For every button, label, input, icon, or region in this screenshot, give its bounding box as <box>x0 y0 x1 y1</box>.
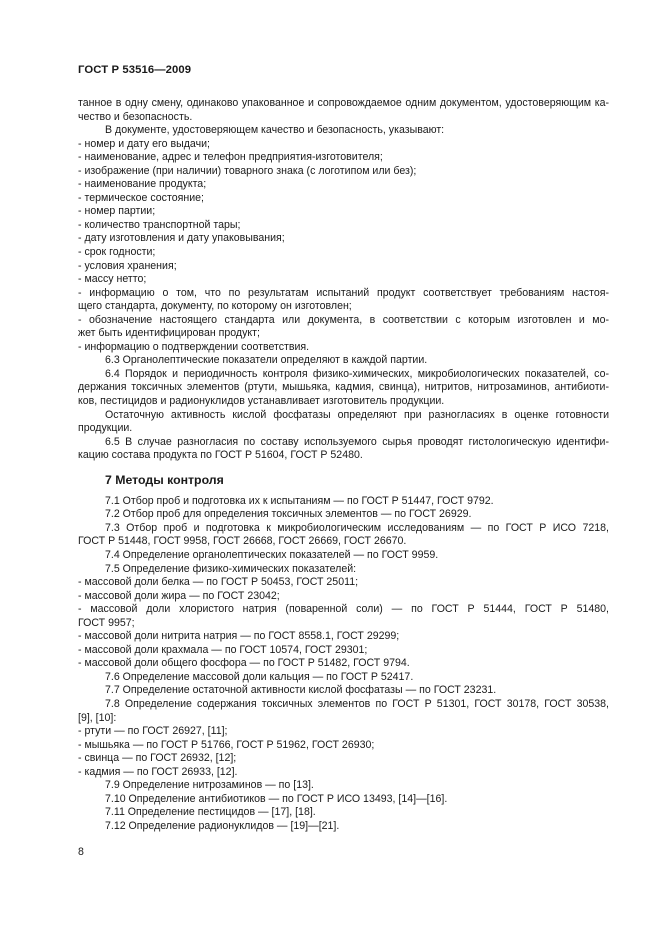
section-7-body <box>78 495 609 834</box>
standard-designation: ГОСТ Р 53516—2009 <box>78 64 192 76</box>
text-line: - количество транспортной тары; <box>78 218 241 231</box>
text-line: - условия хранения; <box>78 259 177 272</box>
text-line: 7.8 Определение содержания токсичных элементов по ГОСТ Р 51301, ГОСТ 30178, ГОСТ 30538, <box>105 697 609 710</box>
text-line: 7.11 Определение пестицидов — [17], [18]. <box>105 806 316 819</box>
text-line: продукции. <box>78 422 133 435</box>
text-line: ков, пестицидов и радионуклидов устанавливает изготовитель продукции. <box>78 395 445 408</box>
text-line: - информацию о подтверждении соответствия. <box>78 340 310 353</box>
text-line: чество и безопасность. <box>78 110 193 123</box>
text-line: - массовой доли жира — по ГОСТ 23042; <box>78 589 280 602</box>
text-line: 7.1 Отбор проб и подготовка их к испытаниям — по ГОСТ Р 51447, ГОСТ 9792. <box>105 494 494 507</box>
text-line: 7.7 Определение остаточной активности кислой фосфатазы — по ГОСТ 23231. <box>105 684 497 697</box>
text-line: 7.4 Определение органолептических показателей — по ГОСТ 9959. <box>105 548 439 561</box>
text-line: 7.9 Определение нитрозаминов — по [13]. <box>105 779 314 792</box>
text-line: - массовой доли хлористого натрия (поваренной соли) — по ГОСТ Р 51444, ГОСТ Р 51480, <box>78 603 609 616</box>
text-line: щего стандарта, документу, по которому он изготовлен; <box>78 300 352 313</box>
text-line: 6.3 Органолептические показатели определяют в каждой партии. <box>105 354 428 367</box>
text-line: [9], [10]: <box>78 711 117 724</box>
section-7-heading: 7 Методы контроля <box>105 472 224 487</box>
text-line: - номер и дату его выдачи; <box>78 137 210 150</box>
text-line: - изображение (при наличии) товарного знака (с логотипом или без); <box>78 164 417 177</box>
text-line: - массу нетто; <box>78 273 147 286</box>
text-line: 6.4 Порядок и периодичность контроля физико-химических, микробиологических показателей, со- <box>105 367 609 380</box>
text-line: 7.2 Отбор проб для определения токсичных элементов — по ГОСТ 26929. <box>105 508 472 521</box>
text-line: - ртути — по ГОСТ 26927, [11]; <box>78 725 228 738</box>
text-line: 7.10 Определение антибиотиков — по ГОСТ Р ИСО 13493, [14]—[16]. <box>105 792 448 805</box>
text-line: Остаточную активность кислой фосфатазы определяют при разногласиях в оценке готовности <box>105 408 609 421</box>
text-line: 7.5 Определение физико-химических показателей: <box>105 562 357 575</box>
text-line: - дату изготовления и дату упаковывания; <box>78 232 285 245</box>
text-line: - мышьяка — по ГОСТ Р 51766, ГОСТ Р 51962, ГОСТ 26930; <box>78 738 375 751</box>
document-body <box>78 97 609 833</box>
text-line: танное в одну смену, одинаково упакованное и сопровождаемое одним документом, удостоверяющим ка- <box>78 97 609 109</box>
text-line: - свинца — по ГОСТ 26932, [12]; <box>78 752 237 765</box>
text-line: кацию состава продукта по ГОСТ Р 51604, ГОСТ Р 52480. <box>78 449 363 462</box>
page-number: 8 <box>78 846 84 858</box>
text-line: - массовой доли крахмала — по ГОСТ 10574, ГОСТ 29301; <box>78 643 368 656</box>
text-line: 6.5 В случае разногласия по составу используемого сырья проводят гистологическую идентифи- <box>105 435 609 448</box>
section-6-continuation <box>78 97 609 463</box>
text-line: 7.12 Определение радионуклидов — [19]—[21]. <box>105 819 340 832</box>
text-line: - массовой доли белка — по ГОСТ Р 50453, ГОСТ 25011; <box>78 576 359 589</box>
text-line: - наименование продукта; <box>78 178 207 191</box>
text-line: - обозначение настоящего стандарта или документа, в соответствии с которым изготовлен и мо- <box>78 313 609 326</box>
text-line: 7.3 Отбор проб и подготовка к микробиологическим исследованиям — по ГОСТ Р ИСО 7218, <box>105 521 609 534</box>
text-line: жет быть идентифицирован продукт; <box>78 327 260 340</box>
text-line: ГОСТ 9957; <box>78 616 135 629</box>
text-line: - срок годности; <box>78 246 156 259</box>
text-line: - номер партии; <box>78 205 156 218</box>
text-line: - массовой доли нитрита натрия — по ГОСТ 8558.1, ГОСТ 29299; <box>78 630 400 643</box>
text-line: держания токсичных элементов (ртути, мышьяка, кадмия, свинца), нитритов, нитрозаминов, антибиоти- <box>78 381 609 394</box>
text-line: - информацию о том, что по результатам испытаний продукт соответствует требованиям настоя- <box>78 286 609 299</box>
text-line: - термическое состояние; <box>78 191 204 204</box>
text-line: В документе, удостоверяющем качество и безопасность, указывают: <box>105 124 445 137</box>
text-line: - наименование, адрес и телефон предприятия-изготовителя; <box>78 151 383 164</box>
text-line: - кадмия — по ГОСТ 26933, [12]. <box>78 765 238 778</box>
text-line: - массовой доли общего фосфора — по ГОСТ Р 51482, ГОСТ 9794. <box>78 657 410 670</box>
text-line: 7.6 Определение массовой доли кальция — по ГОСТ Р 52417. <box>105 670 414 683</box>
text-line: ГОСТ Р 51448, ГОСТ 9958, ГОСТ 26668, ГОСТ 26669, ГОСТ 26670. <box>78 535 407 548</box>
